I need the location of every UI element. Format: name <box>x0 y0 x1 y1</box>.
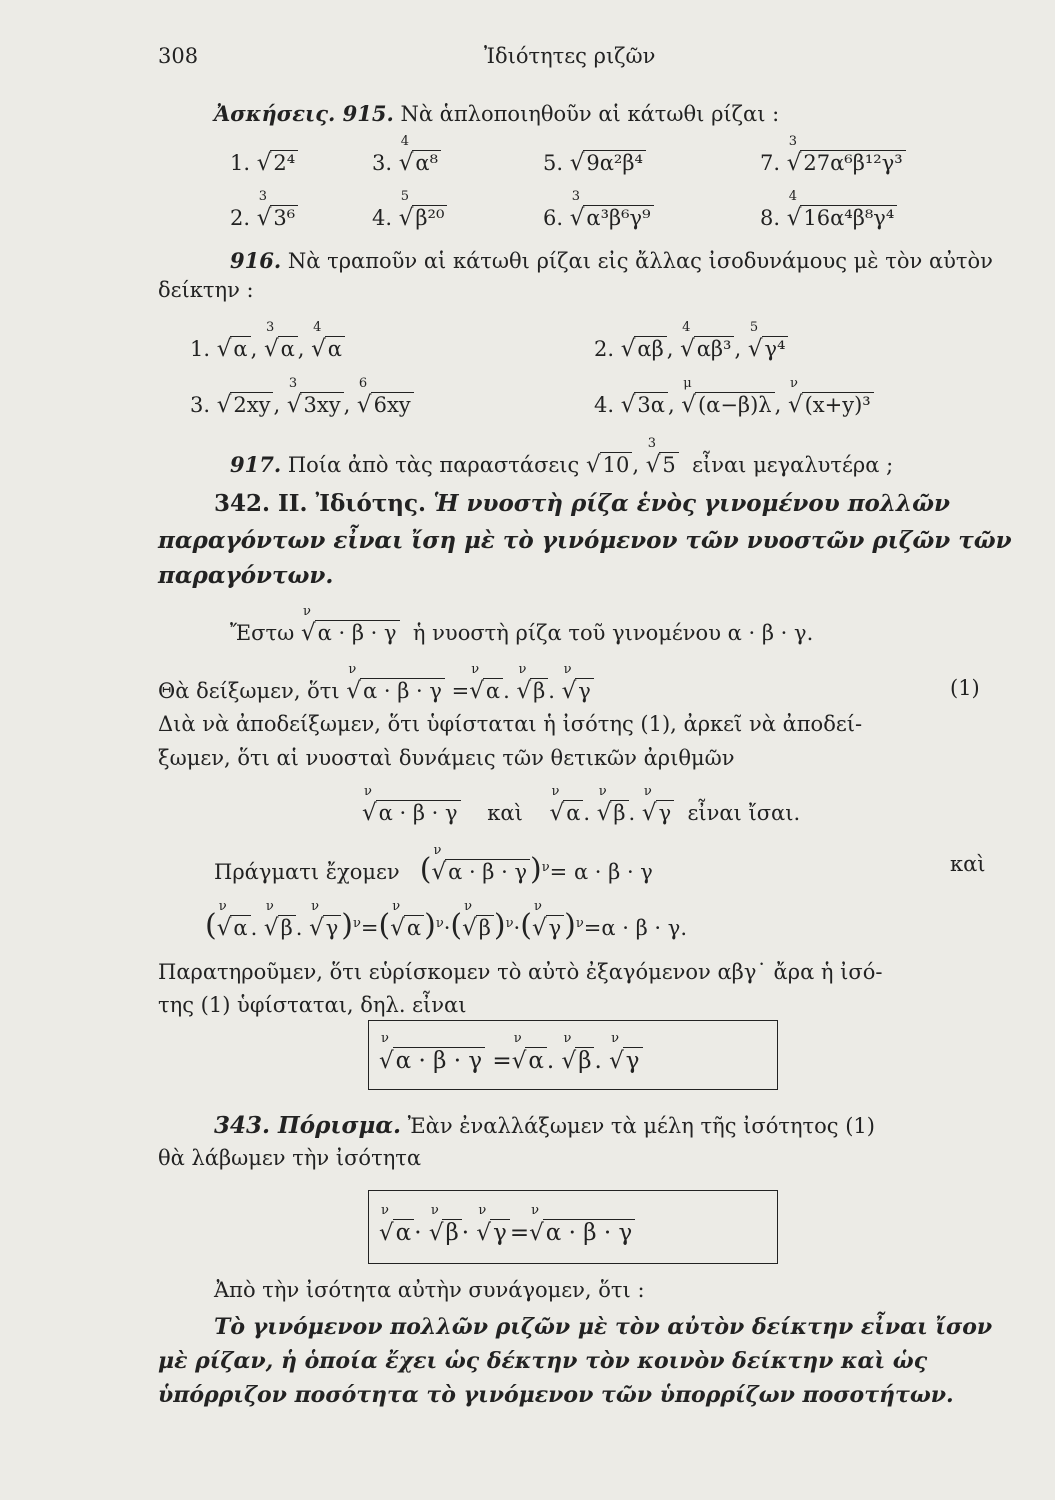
ex915-item-6 <box>543 189 654 231</box>
radicand: β²⁰ <box>412 205 447 230</box>
exponent: ν <box>353 916 361 931</box>
section-343-text-1: Ἐὰν ἐναλλάξωμεν τὰ μέλη τῆς ἰσότητος (1) <box>407 1114 875 1138</box>
radicand: γ <box>546 915 565 940</box>
exponent: ν <box>575 916 584 931</box>
radicand: αβ³ <box>694 336 735 361</box>
radicand: αβ <box>634 336 666 361</box>
product: α · β · γ <box>601 916 681 940</box>
radical-index: ν <box>789 376 798 391</box>
radical-index: 4 <box>313 320 322 335</box>
theorem-line-3: παραγόντων. <box>158 562 334 589</box>
exercise-915-label: Ἀσκήσεις. 915. <box>214 101 394 126</box>
radical-index: ν <box>471 662 480 677</box>
radical-index: ν <box>381 1031 389 1046</box>
radical: 3 √3⁶ <box>257 205 298 231</box>
radical-index: ν <box>598 784 607 799</box>
radical: ν √α · β · γ <box>379 1047 485 1074</box>
exercise-915 <box>214 101 779 126</box>
item-number: 8. <box>760 206 781 230</box>
radical: ν √γ <box>532 915 564 941</box>
radical-index: 3 <box>647 436 656 451</box>
item-number: 4. <box>372 206 393 230</box>
parat-line-2: της (1) ὑφίσταται, δηλ. εἶναι <box>158 993 467 1017</box>
radical: √2⁴ <box>257 150 298 176</box>
ex915-item-3 <box>372 134 441 176</box>
radicand: γ <box>490 1219 510 1246</box>
radicand: α <box>563 800 583 825</box>
ex916-row-2: 3. √2xy , 3 √3xy , 6 √6xy <box>190 392 414 418</box>
radical-index: ν <box>611 1031 620 1046</box>
exponent: ν <box>505 916 514 931</box>
section-343-heading <box>214 1112 875 1139</box>
radicand: β <box>575 1047 594 1074</box>
pragmati-text: Πράγματι ἔχομεν <box>214 860 400 884</box>
radical: √αβ <box>621 336 667 362</box>
radicand: α⁸ <box>412 150 441 175</box>
item-number: 7. <box>760 151 781 175</box>
ex915-item-8 <box>760 189 897 231</box>
radical-index: ν <box>531 1203 539 1218</box>
radicand: 2⁴ <box>270 150 298 175</box>
item-number: 2. <box>594 337 615 361</box>
radical-index: 3 <box>265 320 275 335</box>
radical: ν √α · β · γ <box>431 859 530 885</box>
esto-word: Ἔστω <box>230 621 295 645</box>
radical: 3 √5 <box>646 452 679 478</box>
radical-index: 4 <box>788 189 798 204</box>
boxed-identity-1 <box>368 1020 778 1090</box>
exercise-915-text: Νὰ ἁπλοποιηθοῦν αἱ κάτωθι ρίζαι : <box>400 102 780 126</box>
powers-line: ν √α · β · γ καὶ ν √α . ν √β . ν √γ εἶναι ἴσαι. <box>362 784 801 826</box>
radical-index: ν <box>478 1203 487 1218</box>
radicand: α <box>278 336 298 361</box>
exponent: ν <box>435 916 444 931</box>
esto-tail: ἡ νυοστὴ ρίζα τοῦ γινομένου α · β · γ. <box>412 621 814 645</box>
radicand: α <box>230 915 250 940</box>
radical: √9α²β⁴ <box>570 150 646 176</box>
radical: ν √α · β · γ <box>529 1219 635 1246</box>
radicand: α · β · γ <box>543 1219 635 1246</box>
exponent: ν <box>541 860 550 875</box>
radical: ν √γ <box>642 800 674 826</box>
radical: √10 <box>586 452 632 478</box>
radical-index: 3 <box>571 189 581 204</box>
exercise-917-label: 917. <box>230 452 282 477</box>
expansion-line: ( ν √α . ν √β . ν √γ )$^\nu$=( ν √α )$^\nu$·( ν √β )$^\nu$·( ν √γ )$^\nu$=α · β · γ. <box>205 899 688 943</box>
boxed-identity-1-content: ν √α · β · γ = ν √α . ν √β . ν √γ <box>379 1047 643 1074</box>
radical: 4 √α⁸ <box>399 150 441 176</box>
radical-index: ν <box>364 784 372 799</box>
pragmati-line: Πράγματι ἔχομεν ( ν √α · β · γ )$^\nu$= α · β · γ <box>214 843 653 887</box>
radicand: 6xy <box>371 392 414 417</box>
radical: ν √γ <box>562 678 594 704</box>
section-342-label: 342. II. Ἰδιότης. <box>214 490 427 517</box>
radicand: α <box>525 1047 547 1074</box>
radical: 6 √6xy <box>357 392 414 418</box>
radicand: β <box>442 1219 461 1246</box>
boxed-identity-2-content: ν √α · ν √β · ν √γ = ν √α · β · γ <box>379 1219 635 1246</box>
radical: 5 √β²⁰ <box>399 205 448 231</box>
radical: ν √α <box>512 1047 547 1074</box>
radical-index: ν <box>563 1031 572 1046</box>
radical: 4 √αβ³ <box>680 336 734 362</box>
radical: ν √β <box>264 915 296 941</box>
radical: ν √α <box>217 915 251 941</box>
radical: μ √(α−β)λ <box>681 392 774 418</box>
exercise-916 <box>230 248 993 273</box>
radical-index: ν <box>533 899 542 914</box>
radicand: α <box>325 336 345 361</box>
radical: 4 √16α⁴β⁸γ⁴ <box>787 205 898 231</box>
exercise-916-text: Νὰ τραποῦν αἱ κάτωθι ρίζαι εἰς ἄλλας ἰσοδυνάμους μὲ τὸν αὐτὸν <box>287 249 993 273</box>
exercise-917-text: Ποία ἀπὸ τὰς παραστάσεις <box>287 453 580 477</box>
page-number: 308 <box>158 44 199 68</box>
radicand: β <box>476 915 494 940</box>
item-number: 4. <box>594 393 615 417</box>
radicand: α³β⁶γ⁹ <box>583 205 653 230</box>
radicand: α · β · γ <box>315 620 400 645</box>
radical: ν √α · β · γ <box>301 620 400 646</box>
radicand: α <box>404 915 424 940</box>
radicand: α <box>230 336 250 361</box>
radicand: α · β · γ <box>445 859 530 884</box>
kai-word: καὶ <box>487 801 523 825</box>
radicand: 3⁶ <box>270 205 298 230</box>
radicand: α · β · γ <box>360 678 445 703</box>
radical: ν √γ <box>609 1047 642 1074</box>
radical: ν √β <box>597 800 629 826</box>
radical: ν √γ <box>309 915 341 941</box>
radical-index: 4 <box>682 320 691 335</box>
radical-index: ν <box>430 1203 439 1218</box>
radicand: γ <box>623 1047 643 1074</box>
radical-index: ν <box>563 662 572 677</box>
radicand: (α−β)λ <box>695 392 775 417</box>
boxed-identity-2 <box>368 1190 778 1264</box>
section-343-text-2: θὰ λάβωμεν τὴν ἰσότητα <box>158 1146 422 1170</box>
exercise-916-text2: δείκτην : <box>158 278 254 302</box>
apo-line: Ἀπὸ τὴν ἰσότητα αὐτὴν συνάγομεν, ὅτι : <box>214 1278 645 1302</box>
radical-index: ν <box>643 784 652 799</box>
radical-index: ν <box>265 899 274 914</box>
item-number: 1. <box>190 337 211 361</box>
radicand: 3α <box>634 392 668 417</box>
radicand: 2xy <box>230 392 273 417</box>
item-number: 3. <box>372 151 393 175</box>
radical-index: ν <box>218 899 227 914</box>
running-title: Ἰδιότητες ριζῶν <box>484 44 656 68</box>
radical-index: 3 <box>288 376 298 391</box>
radical-index: ν <box>302 604 311 619</box>
radical-index: 4 <box>400 134 410 149</box>
section-342-heading <box>214 490 950 517</box>
radical: 3 √3xy <box>287 392 344 418</box>
radical-index: ν <box>348 662 357 677</box>
section-343-label: 343. Πόρισμα. <box>214 1112 402 1139</box>
radical-index: 3 <box>258 189 268 204</box>
radicand: β <box>610 800 628 825</box>
radical-index: 5 <box>749 320 759 335</box>
conclusion-line-3: ὑπόρριζον ποσότητα τὸ γινόμενον τῶν ὑπορρίζων ποσοτήτων. <box>158 1382 954 1408</box>
radical: ν √α · β · γ <box>346 678 445 704</box>
product: α · β · γ <box>573 860 653 884</box>
radical-index: μ <box>683 376 692 391</box>
radical-index: 5 <box>400 189 410 204</box>
radicand: β <box>530 678 548 703</box>
radicand: α · β · γ <box>376 800 461 825</box>
radical: ν √β <box>562 1047 595 1074</box>
radical: ν √α <box>550 800 584 826</box>
radical-index: ν <box>551 784 560 799</box>
radical-index: ν <box>392 899 401 914</box>
conclusion-line-1: Τὸ γινόμενον πολλῶν ριζῶν μὲ τὸν αὐτὸν δείκτην εἶναι ἴσον <box>214 1314 993 1340</box>
parat-line-1: Παρατηροῦμεν, ὅτι εὑρίσκομεν τὸ αὐτὸ ἐξαγόμενον αβγ˙ ἄρα ἡ ἰσό- <box>158 960 883 984</box>
radicand: 16α⁴β⁸γ⁴ <box>800 205 897 230</box>
exercise-917: 917. Ποία ἀπὸ τὰς παραστάσεις √10 , 3 √5 εἶναι μεγαλυτέρα ; <box>230 436 894 478</box>
radical: 3 √27α⁶β¹²γ³ <box>787 150 906 176</box>
radicand: γ⁴ <box>762 336 789 361</box>
item-number: 5. <box>543 151 564 175</box>
radical-index: ν <box>311 899 319 914</box>
radicand: 27α⁶β¹²γ³ <box>800 150 905 175</box>
radicand: 10 <box>600 452 633 477</box>
radicand: α <box>483 678 503 703</box>
ex916-row-2b: 4. √3α , μ √(α−β)λ , ν √(x+y)³ <box>594 392 874 418</box>
radical: √3α <box>621 392 668 418</box>
tha-line: Θὰ δείξωμεν, ὅτι ν √α · β · γ = ν √α . ν √β . ν √γ <box>158 678 594 704</box>
exercise-916-label: 916. <box>230 248 282 273</box>
radical: 5 √γ⁴ <box>748 336 789 362</box>
radicand: γ <box>575 678 594 703</box>
radical-index: 3 <box>788 134 798 149</box>
radical: ν √β <box>429 1219 462 1246</box>
radicand: γ <box>323 915 342 940</box>
esto-line <box>230 604 814 646</box>
radical: √2xy <box>217 392 274 418</box>
radical: 3 √α <box>264 336 298 362</box>
radical-index: ν <box>513 1031 522 1046</box>
radicand: 3xy <box>300 392 343 417</box>
kai-right: καὶ <box>950 852 986 876</box>
dia-line-1: Διὰ νὰ ἀποδείξωμεν, ὅτι ὑφίσταται ἡ ἰσότης (1), ἀρκεῖ νὰ ἀποδεί- <box>158 712 863 736</box>
theorem-line-2: παραγόντων εἶναι ἴση μὲ τὸ γινόμενον τῶν νυοστῶν ριζῶν τῶν <box>158 527 1012 554</box>
equation-number: (1) <box>950 676 980 700</box>
radicand: (x+y)³ <box>802 392 874 417</box>
item-number: 3. <box>190 393 211 417</box>
ex916-row-1: 1. √α , 3 √α , 4 √α <box>190 336 345 362</box>
radical: ν √γ <box>476 1219 509 1246</box>
radical: ν √β <box>516 678 548 704</box>
radicand: 9α²β⁴ <box>583 150 646 175</box>
tha-text: Θὰ δείξωμεν, ὅτι <box>158 679 340 703</box>
radical-index: ν <box>518 662 527 677</box>
radical: ν √α · β · γ <box>362 800 461 826</box>
radical-index: ν <box>464 899 473 914</box>
radical: ν √α <box>390 915 424 941</box>
radical: 4 √α <box>311 336 345 362</box>
radical-index: ν <box>433 843 442 858</box>
radical: 3 √α³β⁶γ⁹ <box>570 205 654 231</box>
ex915-item-7 <box>760 134 906 176</box>
radical-index: 6 <box>358 376 368 391</box>
conclusion-line-2: μὲ ρίζαν, ἡ ὁποία ἔχει ὡς δέκτην τὸν κοινὸν δείκτην καὶ ὡς <box>158 1348 928 1374</box>
radicand: γ <box>656 800 675 825</box>
ex915-item-2 <box>230 189 298 231</box>
radical: ν √β <box>462 915 494 941</box>
radicand: 5 <box>659 452 678 477</box>
radical: ν √α <box>379 1219 414 1246</box>
ex915-item-1 <box>230 150 298 176</box>
radical: ν √(x+y)³ <box>788 392 874 418</box>
ex915-item-4 <box>372 189 447 231</box>
exercise-917-tail: εἶναι μεγαλυτέρα ; <box>692 453 894 477</box>
item-number: 2. <box>230 206 251 230</box>
radicand: β <box>278 915 296 940</box>
item-number: 6. <box>543 206 564 230</box>
theorem-line-1: Ἡ νυοστὴ ρίζα ἑνὸς γινομένου πολλῶν <box>433 490 950 517</box>
radical: ν √α <box>469 678 503 704</box>
radicand: α · β · γ <box>393 1047 485 1074</box>
ex916-row-1b: 2. √αβ , 4 √αβ³ , 5 √γ⁴ <box>594 336 788 362</box>
radical-index: ν <box>381 1203 389 1218</box>
radicand: α <box>393 1219 415 1246</box>
dia-line-2: ξωμεν, ὅτι αἱ νυοσταὶ δυνάμεις τῶν θετικῶν ἀριθμῶν <box>158 746 735 770</box>
radical: √α <box>217 336 251 362</box>
item-number: 1. <box>230 151 251 175</box>
ex915-item-5 <box>543 150 646 176</box>
einai-isai: εἶναι ἴσαι. <box>687 801 801 825</box>
